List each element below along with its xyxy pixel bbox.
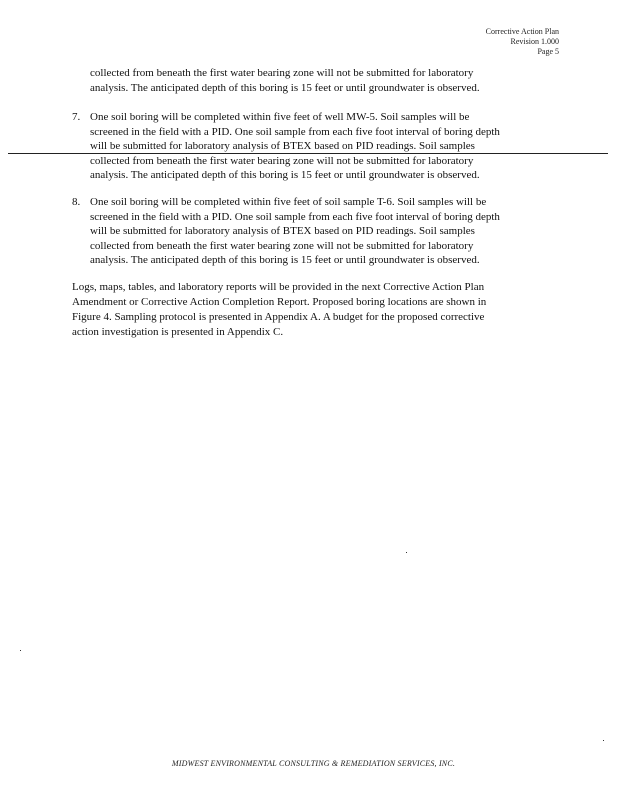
list-item-line: screened in the field with a PID. One soil sample from each five foot interval of boring depth [90,125,500,138]
scan-speck [406,552,407,553]
closing-line: Logs, maps, tables, and laboratory reports will be provided in the next Corrective Action Plan [72,281,485,293]
list-item-number: 7. [72,111,81,123]
list-item-8 [72,195,542,268]
scan-speck [603,740,604,741]
closing-paragraph [72,280,552,340]
page-header [486,27,559,57]
continuation-line: collected from beneath the first water bearing zone will not be submitted for laboratory [90,67,474,79]
list-item-line: One soil boring will be completed within five feet of soil sample T-6. Soil samples will be [90,196,487,208]
page-footer: MIDWEST ENVIRONMENTAL CONSULTING & REMEDIATION SERVICES, INC. [171,759,456,768]
continuation-line: analysis. The anticipated depth of this boring is 15 feet or until groundwater is observed. [90,82,480,94]
continuation-paragraph [90,66,480,96]
list-item-number: 8. [72,196,81,208]
list-item-line: collected from beneath the first water bearing zone will not be submitted for laboratory [90,154,474,167]
list-item-line: will be submitted for laboratory analysis of BTEX based on PID readings. Soil samples [90,225,475,237]
list-item-line: One soil boring will be completed within five feet of well MW-5. Soil samples will be [90,111,470,123]
list-item-line: screened in the field with a PID. One soil sample from each five foot interval of boring depth [90,210,500,223]
list-item-text [90,110,542,183]
header-page-number: Page 5 [537,47,559,56]
header-revision: Revision 1.000 [510,37,559,46]
closing-line: Figure 4. Sampling protocol is presented in Appendix A. A budget for the proposed corrective [72,311,485,323]
list-item-line: analysis. The anticipated depth of this boring is 15 feet or until groundwater is observed. [90,169,480,181]
scan-speck [20,650,21,651]
closing-line: Amendment or Corrective Action Completion Report. Proposed boring locations are shown in [72,296,487,308]
list-item-text [90,195,542,268]
list-item-line: collected from beneath the first water bearing zone will not be submitted for laboratory [90,239,474,252]
list-item-line: will be submitted for laboratory analysis of BTEX based on PID readings. Soil samples [90,140,475,152]
list-item-line: analysis. The anticipated depth of this boring is 15 feet or until groundwater is observed. [90,254,480,266]
closing-line: action investigation is presented in Appendix C. [72,326,284,338]
header-title: Corrective Action Plan [485,27,559,36]
list-item-7 [72,110,542,183]
